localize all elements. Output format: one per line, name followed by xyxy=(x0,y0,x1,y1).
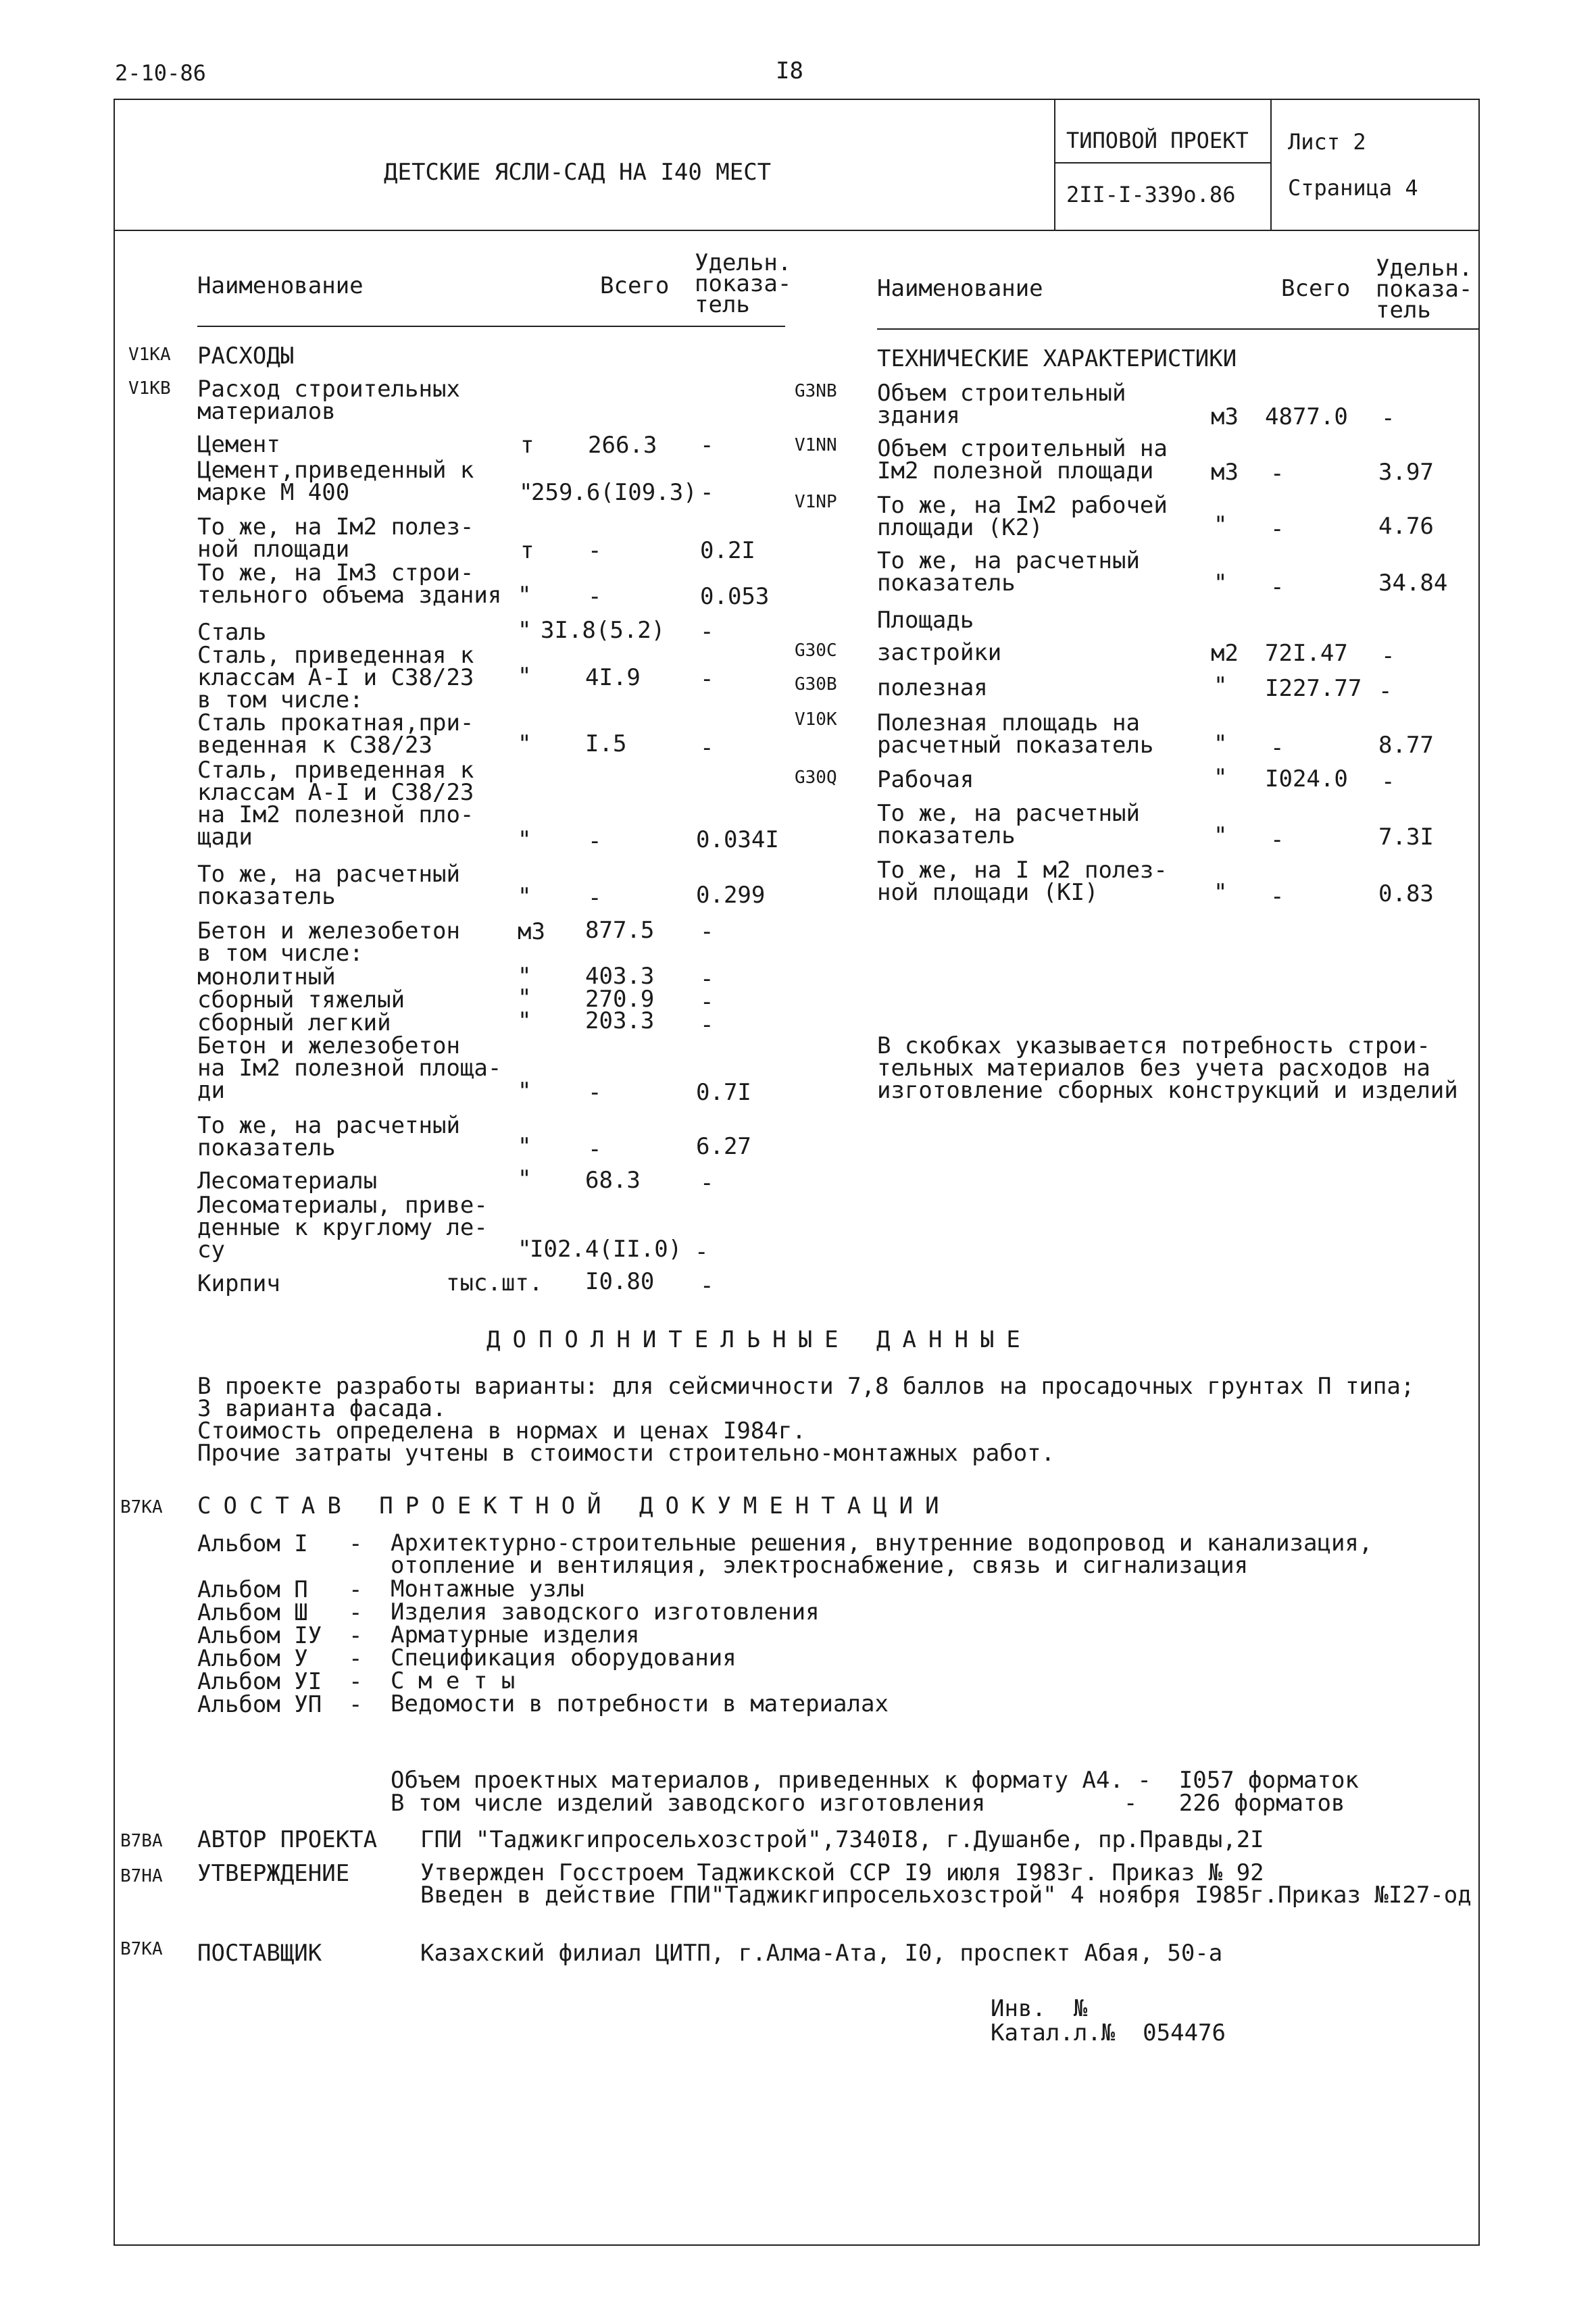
right-header-underline xyxy=(877,328,1478,330)
code-materials: V1KB xyxy=(128,378,171,399)
frame-right xyxy=(1478,99,1480,2246)
page-number: I8 xyxy=(776,57,803,84)
right-row-5-unit: м2 xyxy=(1211,640,1239,667)
right-row-1-code: V1NN xyxy=(795,435,837,455)
additional-text: В проекте разработы варианты: для сейсмичности 7,8 баллов на просадочных грунтах П типа; 3 варианта фасада. Стоимость определена в нормах и ценах I984г. Прочие затраты учтены в стоимости строительно-монтажных работ. xyxy=(197,1373,1415,1467)
right-row-0-name: Объем строительный здания xyxy=(877,380,1126,429)
left-row-16-specific: - xyxy=(695,1238,709,1265)
composition-code: B7KA xyxy=(120,1497,163,1517)
left-row-15-unit: " xyxy=(518,1165,532,1192)
left-row-12-total: 203.3 xyxy=(585,1007,655,1034)
left-row-16-unit: " xyxy=(518,1236,532,1263)
left-row-10-specific: - xyxy=(700,965,714,992)
right-row-1-unit: м3 xyxy=(1211,459,1239,486)
right-row-0-total: 4877.0 xyxy=(1265,403,1348,430)
left-row-2-name: То же, на Iм2 полез- ной площади xyxy=(197,513,474,563)
code-expenses: V1KA xyxy=(128,345,171,365)
project-code: 2II-I-339о.86 xyxy=(1066,182,1236,207)
left-row-12-name: сборный легкий xyxy=(197,1009,391,1036)
right-row-8-unit: " xyxy=(1214,764,1228,791)
right-row-8-name: Рабочая xyxy=(877,766,974,793)
left-row-6-total: I.5 xyxy=(585,730,627,757)
left-row-2-unit: т xyxy=(520,537,534,564)
left-row-2-total: - xyxy=(588,537,602,564)
right-row-10-unit: " xyxy=(1214,879,1228,906)
left-row-14-total: - xyxy=(588,1136,602,1163)
left-row-17-specific: - xyxy=(700,1272,714,1299)
left-row-10-name: монолитный xyxy=(197,963,336,990)
left-row-10-unit: " xyxy=(518,963,532,990)
left-row-8-name: То же, на расчетный показатель xyxy=(197,861,460,910)
right-row-3-total: - xyxy=(1270,574,1285,601)
right-row-0-code: G3NB xyxy=(795,381,837,401)
right-row-9-name: То же, на расчетный показатель xyxy=(877,800,1140,849)
left-row-13-name: Бетон и железобетон на Iм2 полезной площа- ди xyxy=(197,1032,502,1104)
right-row-6-specific: - xyxy=(1378,678,1393,705)
right-row-6-name: полезная xyxy=(877,674,988,701)
catalog-number: Катал.л.№ 054476 xyxy=(991,2019,1226,2046)
header-vline-1 xyxy=(1054,99,1055,230)
header-vline-2 xyxy=(1270,99,1272,230)
approval-label: УТВЕРЖДЕНИЕ xyxy=(197,1860,350,1887)
volume-line-2: В том числе изделий заводского изготовления - 226 форматов xyxy=(391,1790,1345,1817)
right-note: В скобках указывается потребность строи- тельных материалов без учета расходов на изготовление сборных конструкций и изделий xyxy=(877,1032,1458,1104)
left-row-7-specific: 0.034I xyxy=(696,826,779,853)
supplier-text: Казахский филиал ЦИТП, г.Алма-Ата, I0, проспект Абая, 50-а xyxy=(420,1940,1223,1967)
right-row-9-specific: 7.3I xyxy=(1378,824,1434,851)
left-row-0-total: 266.3 xyxy=(588,432,657,459)
right-row-10-name: То же, на I м2 полез- ной площади (КI) xyxy=(877,857,1168,906)
left-row-1-total: 259.6(I09.3) xyxy=(531,479,697,506)
left-row-16-name: Лесоматериалы, приве- денные к круглому ле- су xyxy=(197,1192,488,1263)
album-4-dash: - xyxy=(349,1645,363,1672)
left-row-9-specific: - xyxy=(700,918,714,945)
project-label: ТИПОВОЙ ПРОЕКТ xyxy=(1066,128,1249,153)
left-row-8-unit: " xyxy=(518,883,532,910)
album-3-name: Альбом IУ xyxy=(197,1622,322,1649)
right-row-0-specific: - xyxy=(1381,405,1395,432)
right-row-7-code: V10K xyxy=(795,709,837,730)
right-header-specific: Удельн. показа- тель xyxy=(1376,255,1473,324)
left-row-16-total: I02.4(II.0) xyxy=(530,1236,682,1263)
left-row-8-total: - xyxy=(588,884,602,911)
right-row-1-specific: 3.97 xyxy=(1378,459,1434,486)
left-row-1-specific: - xyxy=(700,479,714,506)
album-0-dash: - xyxy=(349,1530,363,1557)
page-label: Страница 4 xyxy=(1288,175,1418,201)
left-row-2-specific: 0.2I xyxy=(700,537,755,564)
album-2-name: Альбом Ш xyxy=(197,1599,308,1626)
left-row-4-specific: - xyxy=(700,618,714,645)
left-row-14-name: То же, на расчетный показатель xyxy=(197,1112,460,1161)
left-row-11-unit: " xyxy=(518,984,532,1011)
left-row-8-specific: 0.299 xyxy=(696,882,766,909)
section-technical: ТЕХНИЧЕСКИЕ ХАРАКТЕРИСТИКИ xyxy=(877,345,1237,372)
right-row-6-code: G30B xyxy=(795,674,837,695)
left-row-9-unit: м3 xyxy=(518,918,545,945)
right-row-8-specific: - xyxy=(1381,768,1395,795)
album-5-dash: - xyxy=(349,1668,363,1695)
right-row-7-total: - xyxy=(1270,734,1285,761)
left-row-13-unit: " xyxy=(518,1078,532,1105)
left-row-5-specific: - xyxy=(700,665,714,693)
left-row-7-name: Сталь, приведенная к классам А-I и С38/23 на Iм2 полезной пло- щади xyxy=(197,757,474,851)
right-row-10-specific: 0.83 xyxy=(1378,880,1434,907)
document-title: ДЕТСКИЕ ЯСЛИ-САД НА I40 МЕСТ xyxy=(384,159,772,186)
right-header-name: Наименование xyxy=(877,275,1043,302)
header-hline xyxy=(1054,162,1270,164)
left-header-total: Всего xyxy=(600,272,670,299)
section-materials: Расход строительных материалов xyxy=(197,376,460,425)
left-row-17-total: I0.80 xyxy=(585,1268,655,1295)
left-row-12-unit: " xyxy=(518,1007,532,1034)
right-row-5-name: застройки xyxy=(877,639,1002,666)
sheet-number: Лист 2 xyxy=(1288,129,1366,155)
right-row-5-specific: - xyxy=(1381,643,1395,670)
left-row-15-name: Лесоматериалы xyxy=(197,1167,378,1194)
album-3-dash: - xyxy=(349,1622,363,1649)
right-row-10-total: - xyxy=(1270,883,1285,910)
left-row-5-total: 4I.9 xyxy=(585,664,641,691)
left-row-11-total: 270.9 xyxy=(585,986,655,1013)
right-row-3-name: То же, на расчетный показатель xyxy=(877,547,1140,597)
left-row-9-name: Бетон и железобетон в том числе: xyxy=(197,917,460,967)
album-5-desc: С м е т ы xyxy=(391,1667,516,1694)
left-row-0-specific: - xyxy=(700,432,714,459)
volume-line-1: Объем проектных материалов, приведенных к формату А4. - I057 форматок xyxy=(391,1767,1359,1794)
right-row-7-name: Полезная площадь на расчетный показатель xyxy=(877,709,1154,759)
left-header-underline xyxy=(197,326,785,327)
supplier-code: B7KA xyxy=(120,1939,163,1959)
left-row-7-unit: " xyxy=(518,826,532,853)
right-row-7-unit: " xyxy=(1214,730,1228,757)
right-row-2-code: V1NP xyxy=(795,492,837,512)
left-row-0-name: Цемент xyxy=(197,431,280,458)
album-4-desc: Спецификация оборудования xyxy=(391,1644,737,1671)
right-row-2-name: То же, на Iм2 рабочей площади (К2) xyxy=(877,492,1168,541)
left-row-0-unit: т xyxy=(520,432,534,459)
section-expenses: РАСХОДЫ xyxy=(197,343,295,370)
left-row-14-specific: 6.27 xyxy=(696,1133,751,1160)
left-row-15-total: 68.3 xyxy=(585,1167,641,1194)
left-row-17-unit: тыс.шт. xyxy=(446,1269,543,1297)
frame-left xyxy=(114,99,115,2246)
album-6-name: Альбом УП xyxy=(197,1691,322,1718)
additional-title: ДОПОЛНИТЕЛЬНЫЕ ДАННЫЕ xyxy=(487,1326,1032,1353)
composition-title: СОСТАВ ПРОЕКТНОЙ ДОКУМЕНТАЦИИ xyxy=(197,1492,951,1519)
album-3-desc: Арматурные изделия xyxy=(391,1621,640,1649)
right-row-2-total: - xyxy=(1270,515,1285,543)
left-row-5-name: Сталь, приведенная к классам А-I и С38/23 в том числе: xyxy=(197,642,474,713)
header-divider xyxy=(114,230,1480,231)
album-2-desc: Изделия заводского изготовления xyxy=(391,1599,820,1626)
left-row-17-name: Кирпич xyxy=(197,1270,280,1297)
left-row-10-total: 403.3 xyxy=(585,963,655,990)
author-code: B7BA xyxy=(120,1831,163,1851)
album-5-name: Альбом УI xyxy=(197,1668,322,1695)
left-row-3-name: То же, на Iм3 строи- тельного объема здания xyxy=(197,559,502,609)
left-header-specific: Удельн. показа- тель xyxy=(695,249,792,318)
left-row-6-name: Сталь прокатная,при- веденная к С38/23 xyxy=(197,709,474,759)
album-0-desc: Архитектурно-строительные решения, внутренние водопровод и канализация, отопление и вентиляция, электроснабжение, связь и сигнализация xyxy=(391,1530,1373,1579)
left-row-15-specific: - xyxy=(700,1169,714,1197)
album-6-desc: Ведомости в потребности в материалах xyxy=(391,1690,889,1717)
right-row-2-unit: " xyxy=(1214,511,1228,538)
left-row-3-specific: 0.053 xyxy=(700,583,770,610)
left-row-13-specific: 0.7I xyxy=(696,1079,751,1106)
approval-code: B7HA xyxy=(120,1866,163,1886)
album-1-name: Альбом П xyxy=(197,1576,308,1603)
album-0-name: Альбом I xyxy=(197,1530,308,1557)
left-row-5-unit: " xyxy=(518,663,532,690)
right-row-3-specific: 34.84 xyxy=(1378,570,1448,597)
left-row-13-total: - xyxy=(588,1079,602,1106)
frame-bottom xyxy=(114,2244,1480,2246)
left-row-4-unit: " xyxy=(518,617,532,644)
right-row-8-total: I024.0 xyxy=(1265,765,1348,793)
right-row-8-code: G30Q xyxy=(795,768,837,788)
right-row-9-unit: " xyxy=(1214,822,1228,849)
right-header-total: Всего xyxy=(1281,275,1351,302)
left-row-1-name: Цемент,приведенный к марке М 400 xyxy=(197,457,474,506)
left-row-14-unit: " xyxy=(518,1133,532,1160)
left-row-6-specific: - xyxy=(700,734,714,761)
approval-text: Утвержден Госстроем Таджикской ССР I9 июля I983г. Приказ № 92 Введен в действие ГПИ"Таджикгипросельхозстрой" 4 ноября I985г.Приказ №I27-од xyxy=(420,1859,1472,1909)
supplier-label: ПОСТАВЩИК xyxy=(197,1940,322,1967)
right-row-3-unit: " xyxy=(1214,570,1228,597)
left-header-name: Наименование xyxy=(197,272,364,299)
left-row-7-total: - xyxy=(588,828,602,855)
inventory-number: Инв. № xyxy=(991,1995,1088,2022)
album-1-desc: Монтажные узлы xyxy=(391,1576,584,1603)
right-row-0-unit: м3 xyxy=(1211,403,1239,430)
right-row-5-code: G30C xyxy=(795,640,837,661)
frame-top xyxy=(114,99,1480,100)
left-row-6-unit: " xyxy=(518,730,532,757)
left-row-3-unit: " xyxy=(518,582,532,609)
right-row-1-name: Объем строительный на Iм2 полезной площади xyxy=(877,435,1168,484)
album-1-dash: - xyxy=(349,1576,363,1603)
right-row-5-total: 72I.47 xyxy=(1265,640,1348,667)
left-row-9-total: 877.5 xyxy=(585,917,655,944)
left-row-4-total: 3I.8(5.2) xyxy=(541,617,666,644)
left-row-4-name: Сталь xyxy=(197,619,267,646)
album-4-name: Альбом У xyxy=(197,1645,308,1672)
left-row-11-name: сборный тяжелый xyxy=(197,986,405,1013)
right-row-4-name: Площадь xyxy=(877,607,974,634)
right-row-1-total: - xyxy=(1270,460,1285,487)
author-label: АВТОР ПРОЕКТА xyxy=(197,1826,378,1853)
author-text: ГПИ "Таджикгипросельхозстрой",7340I8, г.Душанбе, пр.Правды,2I xyxy=(420,1826,1264,1853)
right-row-9-total: - xyxy=(1270,826,1285,853)
left-row-11-specific: - xyxy=(700,988,714,1015)
left-row-1-unit: " xyxy=(519,479,533,506)
right-row-7-specific: 8.77 xyxy=(1378,732,1434,759)
right-row-6-total: I227.77 xyxy=(1265,675,1362,702)
right-row-6-unit: " xyxy=(1214,672,1228,699)
album-6-dash: - xyxy=(349,1691,363,1718)
document-code: 2-10-86 xyxy=(115,60,206,86)
album-2-dash: - xyxy=(349,1599,363,1626)
right-row-2-specific: 4.76 xyxy=(1378,513,1434,540)
left-row-3-total: - xyxy=(588,583,602,610)
left-row-12-specific: - xyxy=(700,1011,714,1038)
